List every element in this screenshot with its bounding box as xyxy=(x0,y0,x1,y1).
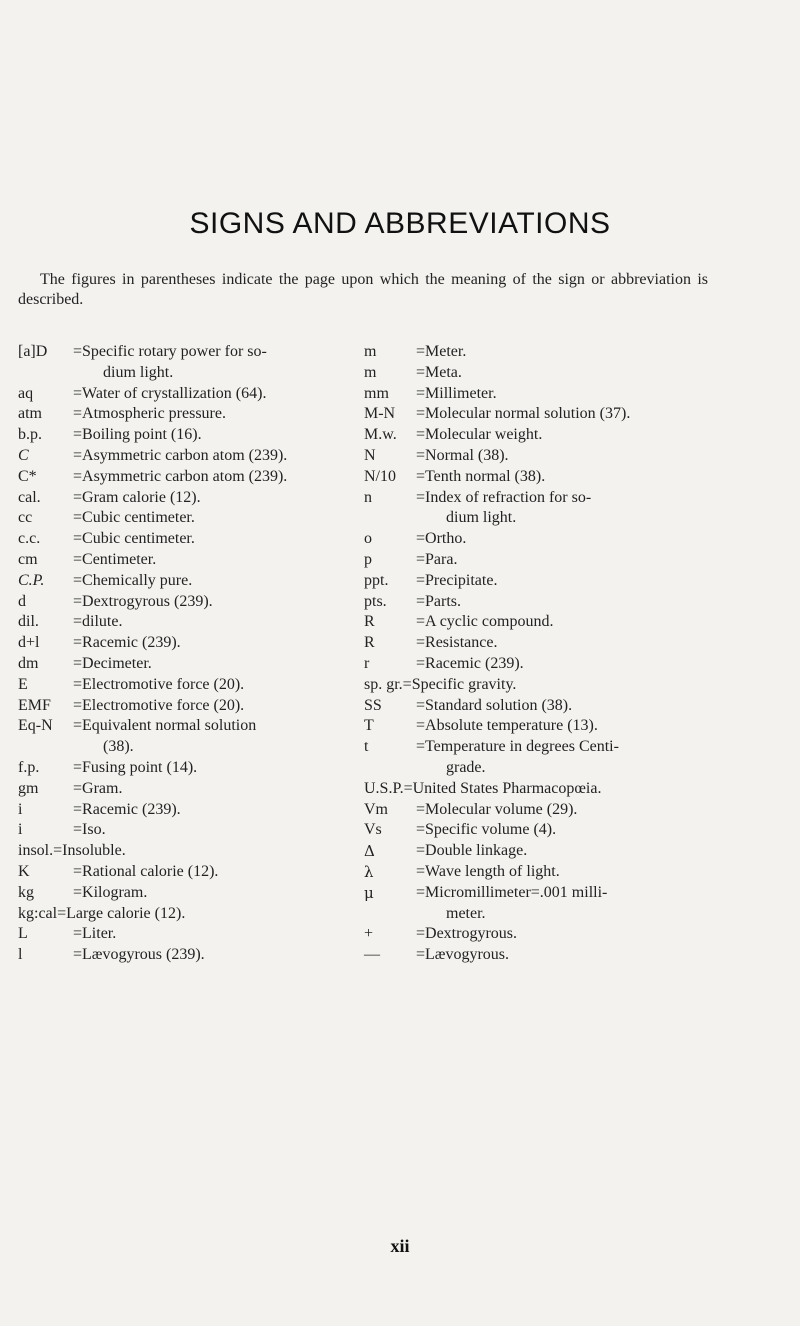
abbreviation-term: f.p. xyxy=(18,758,40,776)
abbreviation-entry xyxy=(364,862,708,883)
definition-text: =Ortho. xyxy=(416,530,467,548)
abbreviation-term: Vm xyxy=(364,800,388,818)
definition-text: =Molecular normal solution (37). xyxy=(416,405,631,423)
abbreviation-term: E xyxy=(18,675,28,693)
abbreviation-definition xyxy=(73,612,356,633)
abbreviation-entry xyxy=(18,425,356,446)
abbreviation-term: b.p. xyxy=(18,426,42,444)
definition-text: =Racemic (239). xyxy=(416,654,524,672)
abbreviation-definition xyxy=(73,384,356,405)
abbreviation-entry xyxy=(18,467,356,488)
definition-text: =dilute. xyxy=(73,613,123,631)
abbreviation-definition xyxy=(416,696,708,717)
abbreviation-definition xyxy=(73,779,356,800)
definition-text: =Resistance. xyxy=(416,634,498,652)
abbreviation-definition xyxy=(73,550,356,571)
definition-text: =Wave length of light. xyxy=(416,862,560,880)
abbreviation-entry xyxy=(18,508,356,529)
abbreviation-entry xyxy=(18,384,356,405)
abbreviation-definition xyxy=(57,904,356,925)
abbreviation-definition xyxy=(73,508,356,529)
definition-text: =Gram calorie (12). xyxy=(73,488,201,506)
abbreviation-list-right xyxy=(364,342,708,966)
abbreviation-definition xyxy=(416,945,708,966)
abbreviation-term: Vs xyxy=(364,821,382,839)
abbreviation-definition xyxy=(416,404,708,425)
definition-text: =Lævogyrous. xyxy=(416,946,510,964)
definition-text: =Double linkage. xyxy=(416,842,528,860)
page-number: xii xyxy=(390,1236,410,1256)
definition-text: =Meta. xyxy=(416,363,462,381)
abbreviation-entry xyxy=(18,633,356,654)
definition-text: =Atmospheric pressure. xyxy=(73,405,226,423)
abbreviation-entry xyxy=(364,820,708,841)
abbreviation-definition xyxy=(404,779,708,800)
abbreviation-entry xyxy=(18,716,356,758)
definition-text: =Tenth normal (38). xyxy=(416,467,546,485)
abbreviation-entry xyxy=(364,571,708,592)
abbreviation-term: C xyxy=(18,446,29,464)
abbreviation-definition xyxy=(416,363,708,384)
abbreviation-term: d xyxy=(18,592,26,610)
abbreviation-definition xyxy=(73,404,356,425)
abbreviation-definition xyxy=(73,924,356,945)
definition-text: =Iso. xyxy=(73,821,106,839)
abbreviation-definition xyxy=(416,883,708,925)
abbreviation-entry xyxy=(364,363,708,384)
abbreviation-entry xyxy=(18,550,356,571)
abbreviation-term: μ xyxy=(364,883,374,902)
definition-text: =United States Pharmacopœia. xyxy=(403,779,602,797)
definition-continuation: (38). xyxy=(103,738,134,756)
abbreviation-term: — xyxy=(364,946,380,964)
abbreviation-term: l xyxy=(18,946,23,964)
abbreviation-definition xyxy=(73,883,356,904)
abbreviation-entry xyxy=(364,945,708,966)
abbreviation-term: n xyxy=(364,488,372,506)
abbreviation-definition xyxy=(416,862,708,883)
abbreviation-definition xyxy=(73,800,356,821)
abbreviation-list-left xyxy=(18,342,356,966)
definition-text: =Boiling point (16). xyxy=(73,426,202,444)
abbreviation-definition xyxy=(416,425,708,446)
abbreviation-term: mm xyxy=(364,384,389,402)
abbreviation-term: m xyxy=(364,363,377,381)
definition-text: =Temperature in degrees Centi- xyxy=(416,738,619,756)
abbreviation-definition xyxy=(416,612,708,633)
abbreviation-term: [a]D xyxy=(18,343,48,360)
intro-text: The figures in parentheses indicate the page upon which the meaning of the sign or abbreviation is described. xyxy=(18,271,708,308)
abbreviation-entry xyxy=(364,529,708,550)
abbreviation-term: o xyxy=(364,530,372,548)
abbreviation-term: p xyxy=(364,550,372,568)
abbreviation-definition xyxy=(73,467,356,488)
abbreviation-entry xyxy=(364,425,708,446)
abbreviation-term: t xyxy=(364,738,369,756)
abbreviation-definition xyxy=(73,488,356,509)
abbreviation-entry xyxy=(18,779,356,800)
abbreviation-entry xyxy=(364,384,708,405)
definition-text: =Para. xyxy=(416,550,458,568)
intro-paragraph xyxy=(18,270,708,310)
abbreviation-term: cc xyxy=(18,509,33,527)
abbreviation-term: atm xyxy=(18,405,42,423)
definition-text: =Cubic centimeter. xyxy=(73,530,195,548)
abbreviation-term: Δ xyxy=(364,842,375,861)
definition-text: =A cyclic compound. xyxy=(416,613,554,631)
abbreviation-entry xyxy=(364,488,708,530)
definition-text: =Decimeter. xyxy=(73,654,152,672)
abbreviation-term: r xyxy=(364,654,370,672)
abbreviation-entry xyxy=(364,924,708,945)
abbreviation-definition xyxy=(73,446,356,467)
abbreviation-entry xyxy=(18,924,356,945)
definition-text: =Asymmetric carbon atom (239). xyxy=(73,467,288,485)
abbreviation-entry xyxy=(364,675,708,696)
definition-text: =Gram. xyxy=(73,779,123,797)
abbreviation-term: L xyxy=(18,925,28,943)
page-title: SIGNS AND ABBREVIATIONS xyxy=(189,207,611,240)
abbreviation-entry xyxy=(364,883,708,925)
abbreviation-entry xyxy=(364,696,708,717)
abbreviation-definition xyxy=(416,800,708,821)
abbreviation-definition xyxy=(73,654,356,675)
definition-text: =Millimeter. xyxy=(416,384,497,402)
abbreviation-entry xyxy=(364,800,708,821)
definition-text: =Cubic centimeter. xyxy=(73,509,195,527)
abbreviation-entry xyxy=(364,592,708,613)
definition-continuation: meter. xyxy=(446,904,486,922)
abbreviation-term: kg:cal xyxy=(18,904,58,922)
definition-text: =Racemic (239). xyxy=(73,634,181,652)
abbreviation-definition xyxy=(73,758,356,779)
abbreviation-entry xyxy=(364,446,708,467)
abbreviation-term: cm xyxy=(18,550,38,568)
abbreviation-term: dm xyxy=(18,654,39,672)
definition-text: =Asymmetric carbon atom (239). xyxy=(73,446,288,464)
abbreviation-term: sp. gr. xyxy=(364,675,403,693)
abbreviation-term: C* xyxy=(18,467,37,485)
abbreviation-definition xyxy=(73,862,356,883)
abbreviation-definition xyxy=(73,820,356,841)
abbreviation-term: EMF xyxy=(18,696,51,714)
abbreviation-definition xyxy=(73,716,356,758)
definition-text: =Liter. xyxy=(73,925,117,943)
abbreviation-definition xyxy=(73,529,356,550)
abbreviation-entry xyxy=(364,779,708,800)
definition-text: =Insoluble. xyxy=(53,842,126,860)
definition-text: =Specific rotary power for so- xyxy=(73,343,267,360)
definition-text: =Meter. xyxy=(416,343,467,360)
abbreviation-definition xyxy=(73,696,356,717)
abbreviation-term: aq xyxy=(18,384,34,402)
definition-text: =Molecular volume (29). xyxy=(416,800,578,818)
definition-continuation: grade. xyxy=(446,758,486,776)
abbreviation-entry xyxy=(18,758,356,779)
definition-text: =Lævogyrous (239). xyxy=(73,946,205,964)
abbreviation-entry xyxy=(18,862,356,883)
abbreviation-definition xyxy=(416,654,708,675)
abbreviation-entry xyxy=(364,404,708,425)
abbreviation-term: gm xyxy=(18,779,39,797)
abbreviation-entry xyxy=(18,571,356,592)
abbreviation-definition xyxy=(416,924,708,945)
definition-text: =Dextrogyrous (239). xyxy=(73,592,213,610)
abbreviation-definition xyxy=(73,425,356,446)
abbreviation-entry xyxy=(18,529,356,550)
abbreviation-entry xyxy=(18,841,356,862)
abbreviation-term: U.S.P. xyxy=(364,779,404,797)
abbreviation-definition xyxy=(403,675,708,696)
abbreviation-definition xyxy=(416,342,708,363)
abbreviation-definition xyxy=(73,675,356,696)
abbreviation-entry xyxy=(18,675,356,696)
abbreviation-term: N/10 xyxy=(364,467,396,485)
abbreviation-term: R xyxy=(364,634,375,652)
definition-text: =Micromillimeter=.001 milli- xyxy=(416,883,608,901)
abbreviation-entry xyxy=(18,404,356,425)
abbreviation-term: SS xyxy=(364,696,382,714)
abbreviation-entry xyxy=(364,342,708,363)
abbreviation-term: i xyxy=(18,821,23,839)
abbreviation-term: kg xyxy=(18,883,34,901)
abbreviation-entry xyxy=(18,342,356,384)
abbreviation-definition xyxy=(73,571,356,592)
abbreviation-entry xyxy=(364,654,708,675)
abbreviation-term: T xyxy=(364,717,374,735)
abbreviation-entry xyxy=(364,550,708,571)
definition-text: =Electromotive force (20). xyxy=(73,696,245,714)
abbreviation-term: λ xyxy=(364,862,374,881)
definition-text: =Parts. xyxy=(416,592,462,610)
abbreviation-term: N xyxy=(364,446,376,464)
abbreviation-entry xyxy=(18,592,356,613)
abbreviation-entry xyxy=(18,446,356,467)
abbreviation-definition xyxy=(416,550,708,571)
definition-text: =Normal (38). xyxy=(416,446,509,464)
abbreviation-definition xyxy=(416,592,708,613)
definition-text: =Index of refraction for so- xyxy=(416,488,592,506)
abbreviation-entry xyxy=(18,904,356,925)
abbreviation-term: d+l xyxy=(18,634,40,652)
definition-text: =Water of crystallization (64). xyxy=(73,384,267,402)
definition-text: =Precipitate. xyxy=(416,571,498,589)
abbreviation-term: insol. xyxy=(18,842,54,860)
definition-text: =Centimeter. xyxy=(73,550,157,568)
definition-text: =Equivalent normal solution xyxy=(73,717,257,735)
abbreviation-definition xyxy=(73,592,356,613)
definition-continuation: dium light. xyxy=(446,509,517,527)
abbreviation-definition xyxy=(416,384,708,405)
abbreviation-term: R xyxy=(364,613,375,631)
abbreviation-term: i xyxy=(18,800,23,818)
abbreviation-term: C.P. xyxy=(18,571,45,589)
abbreviation-entry xyxy=(364,467,708,488)
definition-text: =Specific volume (4). xyxy=(416,821,557,839)
abbreviation-definition xyxy=(73,342,356,384)
abbreviation-definition xyxy=(416,446,708,467)
definition-text: =Molecular weight. xyxy=(416,426,543,444)
abbreviation-term: Eq-N xyxy=(18,717,53,735)
abbreviation-entry xyxy=(364,633,708,654)
abbreviation-term: pts. xyxy=(364,592,387,610)
abbreviation-definition xyxy=(416,488,708,530)
definition-text: =Kilogram. xyxy=(73,883,148,901)
abbreviation-entry xyxy=(18,945,356,966)
abbreviation-definition xyxy=(416,633,708,654)
abbreviation-definition xyxy=(416,529,708,550)
definition-text: =Racemic (239). xyxy=(73,800,181,818)
abbreviation-term: K xyxy=(18,862,30,880)
abbreviation-term: M.w. xyxy=(364,426,397,444)
abbreviation-entry xyxy=(18,820,356,841)
definition-text: =Dextrogyrous. xyxy=(416,925,518,943)
abbreviation-entry xyxy=(364,612,708,633)
definition-text: =Large calorie (12). xyxy=(57,904,186,922)
definition-text: =Rational calorie (12). xyxy=(73,862,219,880)
abbreviation-entry xyxy=(18,654,356,675)
abbreviation-term: ppt. xyxy=(364,571,389,589)
abbreviation-entry xyxy=(18,488,356,509)
abbreviation-entry xyxy=(364,841,708,862)
abbreviation-definition xyxy=(73,633,356,654)
abbreviation-term: cal. xyxy=(18,488,41,506)
abbreviation-term: M-N xyxy=(364,405,396,423)
abbreviation-definition xyxy=(73,945,356,966)
abbreviation-term: dil. xyxy=(18,613,39,631)
definition-text: =Fusing point (14). xyxy=(73,758,198,776)
abbreviation-definition xyxy=(416,467,708,488)
definition-text: =Absolute temperature (13). xyxy=(416,717,598,735)
abbreviation-entry xyxy=(18,696,356,717)
definition-continuation: dium light. xyxy=(103,363,174,381)
abbreviation-entry xyxy=(364,716,708,737)
abbreviation-entry xyxy=(364,737,708,779)
definition-text: =Specific gravity. xyxy=(402,675,517,693)
abbreviation-definition xyxy=(416,820,708,841)
abbreviation-entry xyxy=(18,800,356,821)
abbreviation-entry xyxy=(18,612,356,633)
abbreviation-definition xyxy=(416,737,708,779)
abbreviation-term: c.c. xyxy=(18,530,41,548)
abbreviation-entry xyxy=(18,883,356,904)
abbreviation-definition xyxy=(416,571,708,592)
abbreviation-definition xyxy=(416,841,708,862)
abbreviation-definition xyxy=(416,716,708,737)
definition-text: =Chemically pure. xyxy=(73,571,193,589)
definition-text: =Standard solution (38). xyxy=(416,696,573,714)
abbreviation-definition xyxy=(53,841,356,862)
definition-text: =Electromotive force (20). xyxy=(73,675,245,693)
abbreviation-term: m xyxy=(364,343,377,360)
abbreviation-term: + xyxy=(364,925,374,943)
